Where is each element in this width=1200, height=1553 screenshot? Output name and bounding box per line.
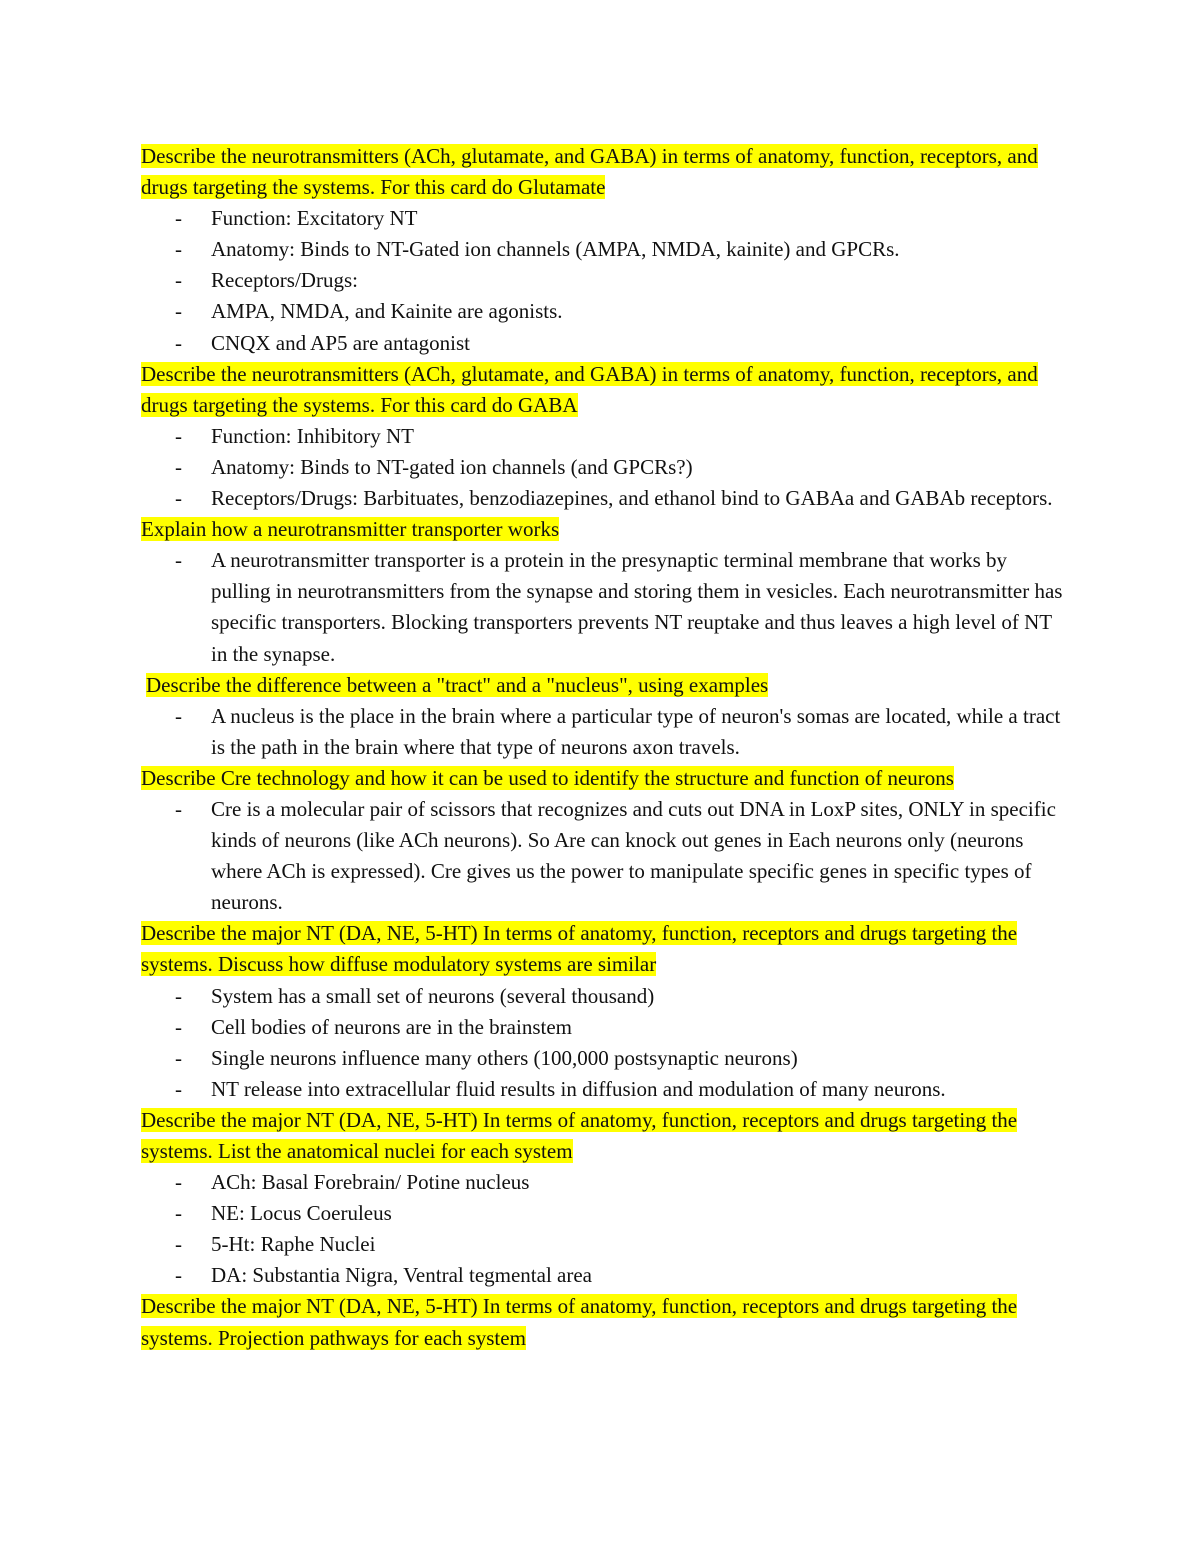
answer-list: [141, 701, 1066, 763]
dash-bullet: -: [175, 1014, 182, 1039]
dash-bullet: -: [175, 983, 182, 1008]
answer-text: Single neurons influence many others (100,000 postsynaptic neurons): [211, 1045, 798, 1070]
answer-text: Function: Inhibitory NT: [211, 423, 414, 448]
question-text: Describe the neurotransmitters (ACh, glutamate, and GABA) in terms of anatomy, function, receptors, and drugs targeting the systems. For this card do GABA: [141, 361, 1038, 417]
dash-bullet: -: [175, 1170, 182, 1195]
answer-list: [141, 421, 1066, 514]
list-item: [141, 981, 1066, 1012]
question-text: Describe the major NT (DA, NE, 5-HT) In terms of anatomy, function, receptors and drugs targeting the systems. List the anatomical nuclei for each system: [141, 1107, 1018, 1163]
list-item: [141, 1012, 1066, 1043]
answer-text: Function: Excitatory NT: [211, 206, 418, 231]
list-item: [141, 1229, 1066, 1260]
answer-text: AMPA, NMDA, and Kainite are agonists.: [211, 299, 563, 324]
question-heading: [141, 918, 1066, 980]
dash-bullet: -: [175, 1045, 182, 1070]
question-text: Describe the major NT (DA, NE, 5-HT) In terms of anatomy, function, receptors and drugs targeting the systems. Discuss how diffuse modulatory systems are similar: [141, 921, 1018, 977]
dash-bullet: -: [175, 796, 182, 821]
dash-bullet: -: [175, 299, 182, 324]
answer-list: [141, 981, 1066, 1105]
dash-bullet: -: [175, 1232, 182, 1257]
list-item: [141, 1167, 1066, 1198]
dash-bullet: -: [175, 454, 182, 479]
list-item: [141, 296, 1066, 327]
answer-text: DA: Substantia Nigra, Ventral tegmental area: [211, 1263, 592, 1288]
list-item: [141, 1074, 1066, 1105]
dash-bullet: -: [175, 1201, 182, 1226]
answer-text: A neurotransmitter transporter is a protein in the presynaptic terminal membrane that works by pulling in neurotransmitters from the synapse and storing them in vesicles. Each neurotransmitter has specific transporters. Blocking transporters prevents NT reuptake and thus leaves a high level of NT in the synapse.: [211, 548, 1063, 666]
question-heading: [141, 670, 1066, 701]
dash-bullet: -: [175, 206, 182, 231]
question-text: Describe the major NT (DA, NE, 5-HT) In terms of anatomy, function, receptors and drugs targeting the systems. Projection pathways for each system: [141, 1294, 1018, 1350]
dash-bullet: -: [175, 423, 182, 448]
dash-bullet: -: [175, 268, 182, 293]
question-text: Explain how a neurotransmitter transporter works: [141, 517, 560, 542]
question-heading: [141, 141, 1066, 203]
answer-text: Anatomy: Binds to NT-Gated ion channels (AMPA, NMDA, kainite) and GPCRs.: [211, 237, 900, 262]
answer-list: [141, 794, 1066, 918]
list-item: [141, 1198, 1066, 1229]
answer-text: Receptors/Drugs:: [211, 268, 358, 293]
list-item: [141, 1260, 1066, 1291]
dash-bullet: -: [175, 548, 182, 573]
question-heading: [141, 763, 1066, 794]
dash-bullet: -: [175, 1263, 182, 1288]
list-item: [141, 701, 1066, 763]
answer-text: A nucleus is the place in the brain where a particular type of neuron's somas are located, while a tract is the path in the brain where that type of neurons axon travels.: [211, 703, 1061, 759]
document-page: [141, 141, 1066, 1354]
list-item: [141, 483, 1066, 514]
list-item: [141, 265, 1066, 296]
answer-list: [141, 1167, 1066, 1291]
dash-bullet: -: [175, 486, 182, 511]
answer-text: ACh: Basal Forebrain/ Potine nucleus: [211, 1170, 530, 1195]
question-heading: [141, 514, 1066, 545]
dash-bullet: -: [175, 330, 182, 355]
answer-list: [141, 203, 1066, 358]
answer-text: NE: Locus Coeruleus: [211, 1201, 392, 1226]
list-item: [141, 203, 1066, 234]
list-item: [141, 794, 1066, 918]
list-item: [141, 328, 1066, 359]
answer-text: NT release into extracellular fluid results in diffusion and modulation of many neurons.: [211, 1076, 946, 1101]
answer-text: Anatomy: Binds to NT-gated ion channels (and GPCRs?): [211, 454, 693, 479]
answer-text: Cre is a molecular pair of scissors that recognizes and cuts out DNA in LoxP sites, ONLY in specific kinds of neurons (like ACh neurons). So Are can knock out genes in Each neurons only (neurons where ACh is expressed). Cre gives us the power to manipulate specific genes in specific types of neurons.: [211, 796, 1056, 915]
answer-text: CNQX and AP5 are antagonist: [211, 330, 470, 355]
answer-text: 5-Ht: Raphe Nuclei: [211, 1232, 376, 1257]
dash-bullet: -: [175, 703, 182, 728]
list-item: [141, 234, 1066, 265]
answer-text: Receptors/Drugs: Barbituates, benzodiazepines, and ethanol bind to GABAa and GABAb receptors.: [211, 486, 1053, 511]
dash-bullet: -: [175, 237, 182, 262]
answer-text: Cell bodies of neurons are in the brainstem: [211, 1014, 572, 1039]
list-item: [141, 452, 1066, 483]
question-text: Describe Cre technology and how it can be used to identify the structure and function of neurons: [141, 765, 954, 790]
question-heading: [141, 359, 1066, 421]
list-item: [141, 1043, 1066, 1074]
answer-list: [141, 545, 1066, 669]
list-item: [141, 545, 1066, 669]
question-heading: [141, 1105, 1066, 1167]
dash-bullet: -: [175, 1076, 182, 1101]
list-item: [141, 421, 1066, 452]
answer-text: System has a small set of neurons (several thousand): [211, 983, 655, 1008]
question-heading: [141, 1291, 1066, 1353]
question-text: Describe the neurotransmitters (ACh, glutamate, and GABA) in terms of anatomy, function, receptors, and drugs targeting the systems. For this card do Glutamate: [141, 144, 1038, 200]
question-text: Describe the difference between a "tract" and a "nucleus", using examples: [146, 672, 769, 697]
